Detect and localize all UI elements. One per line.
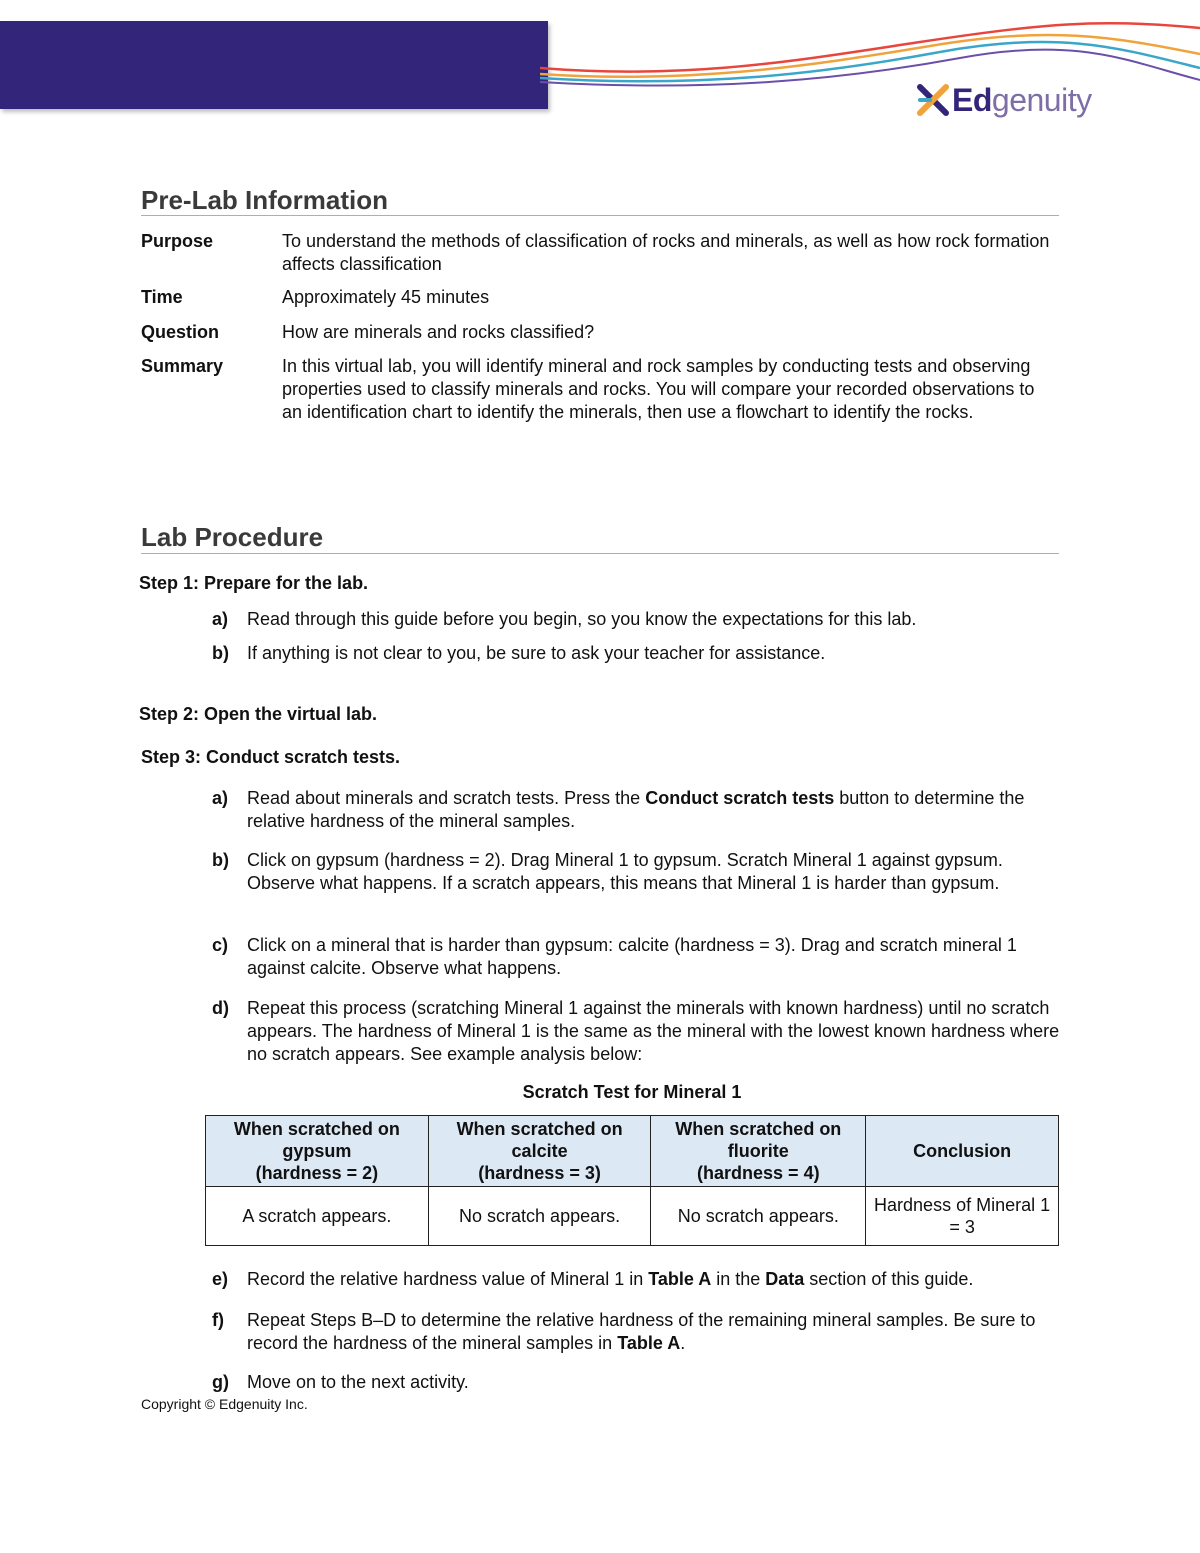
info-label: Purpose bbox=[141, 231, 214, 251]
copyright-footer: Copyright © Edgenuity Inc. bbox=[141, 1396, 308, 1412]
list-item: a) Read about minerals and scratch tests. Press the Conduct scratch tests button to determine the relative hardness of the mineral samples. bbox=[212, 788, 1025, 831]
list-item: e) Record the relative hardness value of Mineral 1 in Table A in the Data section of this guide. bbox=[212, 1269, 974, 1289]
list-item: b) Click on gypsum (hardness = 2). Drag Mineral 1 to gypsum. Scratch Mineral 1 against gypsum. Observe what happens. If a scratch appears, this means that Mineral 1 is harder than gypsum. bbox=[212, 850, 1003, 893]
info-row-time bbox=[141, 286, 1059, 309]
step-1-heading: Step 1: Prepare for the lab. bbox=[139, 573, 369, 593]
table-cell: No scratch appears. bbox=[428, 1187, 651, 1246]
scratch-test-table bbox=[205, 1115, 1059, 1246]
table-row bbox=[206, 1187, 1059, 1246]
table-header-cell: When scratched on calcite (hardness = 3) bbox=[428, 1116, 651, 1187]
info-label: Summary bbox=[141, 356, 224, 376]
info-label: Question bbox=[141, 322, 220, 342]
procedure-rule bbox=[141, 553, 1059, 554]
decorative-waves bbox=[540, 18, 1200, 98]
list-item: a) Read through this guide before you begin, so you know the expectations for this lab. bbox=[212, 609, 917, 629]
table-caption: Scratch Test for Mineral 1 bbox=[522, 1082, 742, 1102]
list-item: b) If anything is not clear to you, be sure to ask your teacher for assistance. bbox=[212, 643, 826, 663]
step-3-heading: Step 3: Conduct scratch tests. bbox=[141, 747, 401, 767]
x-logo-icon bbox=[916, 83, 950, 117]
table-header-row bbox=[206, 1116, 1059, 1187]
list-item: c) Click on a mineral that is harder than gypsum: calcite (hardness = 3). Drag and scratch mineral 1 against calcite. Observe what happens. bbox=[212, 935, 1017, 978]
info-label: Time bbox=[141, 287, 183, 307]
info-row-purpose bbox=[141, 230, 1059, 276]
list-item: f) Repeat Steps B–D to determine the relative hardness of the remaining mineral samples. Be sure to record the hardness of the mineral samples in Table A. bbox=[212, 1310, 1036, 1353]
table-header-cell: Conclusion bbox=[866, 1116, 1059, 1187]
header-banner bbox=[0, 21, 548, 109]
info-text: Approximately 45 minutes bbox=[282, 287, 490, 307]
logo-text: Edgenuity bbox=[952, 81, 1092, 118]
step-2-heading: Step 2: Open the virtual lab. bbox=[139, 704, 378, 724]
list-item: d) Repeat this process (scratching Mineral 1 against the minerals with known hardness) until no scratch appears. The hardness of Mineral 1 is the same as the mineral with the lowest known hardness where no scratch appears. See example analysis below: bbox=[212, 998, 1060, 1064]
info-text: How are minerals and rocks classified? bbox=[282, 322, 595, 342]
prelab-title: Pre-Lab Information bbox=[141, 185, 389, 215]
edgenuity-logo bbox=[916, 80, 1092, 120]
table-header-cell: When scratched on fluorite (hardness = 4) bbox=[651, 1116, 866, 1187]
info-row-question bbox=[141, 321, 1059, 344]
list-item: g) Move on to the next activity. bbox=[212, 1372, 469, 1392]
table-cell: A scratch appears. bbox=[206, 1187, 429, 1246]
info-row-summary bbox=[141, 355, 1059, 424]
table-cell: No scratch appears. bbox=[651, 1187, 866, 1246]
prelab-rule bbox=[141, 215, 1059, 216]
table-header-cell: When scratched on gypsum (hardness = 2) bbox=[206, 1116, 429, 1187]
info-text: In this virtual lab, you will identify mineral and rock samples by conducting tests and observing properties used to classify minerals and rocks. You will compare your recorded observations to an identification chart to identify the minerals, then use a flowchart to identify the rocks. bbox=[282, 356, 1035, 422]
procedure-title: Lab Procedure bbox=[141, 522, 324, 552]
table-cell: Hardness of Mineral 1 = 3 bbox=[866, 1187, 1059, 1246]
info-text: To understand the methods of classification of rocks and minerals, as well as how rock formation affects classification bbox=[282, 231, 1050, 274]
